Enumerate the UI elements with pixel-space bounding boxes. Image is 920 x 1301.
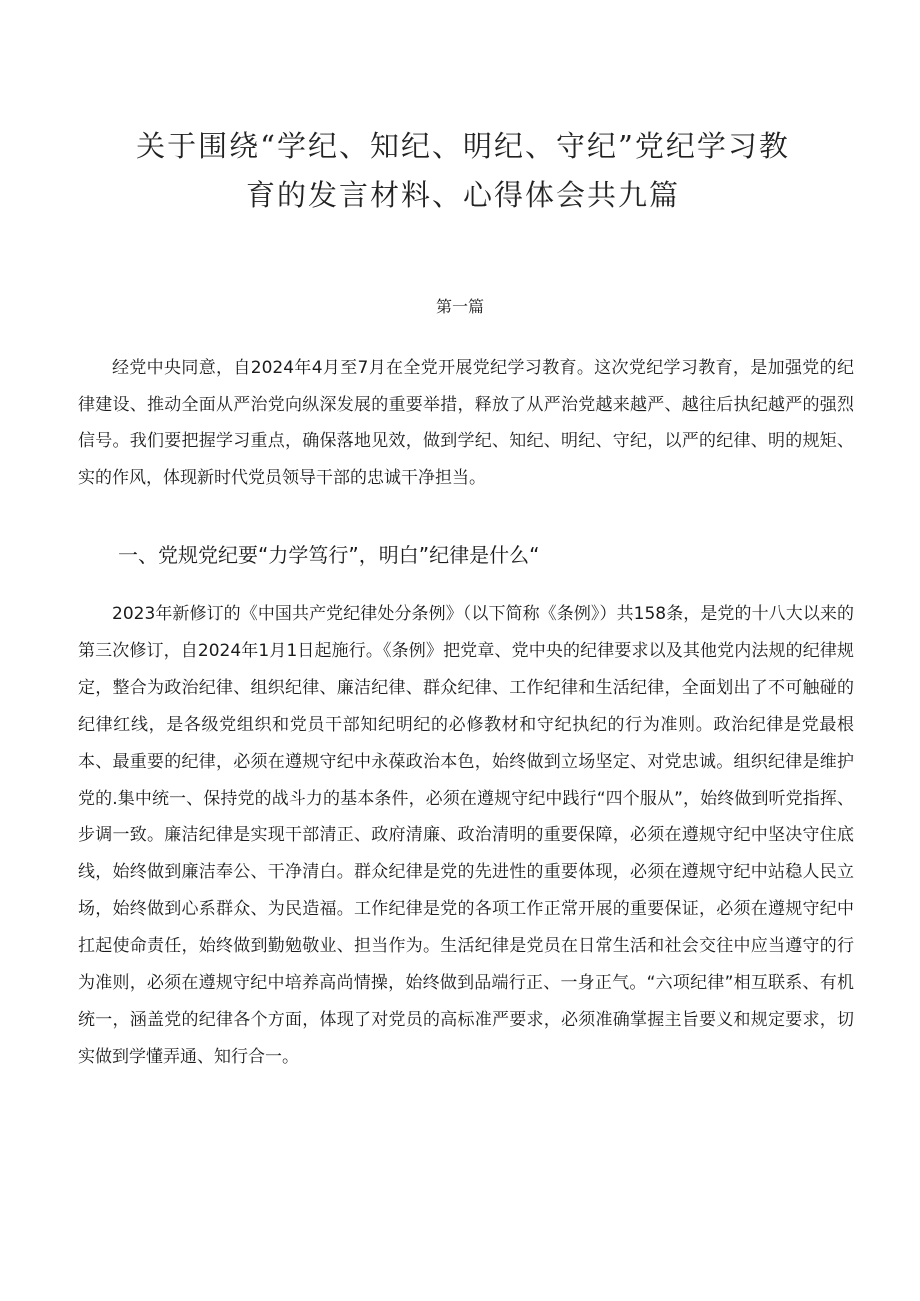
section-heading-1: 一、党规党纪要“力学笃行”，明白”纪律是什么“: [118, 543, 540, 567]
section-label: 第一篇: [435, 297, 484, 316]
body-paragraph-intro: 经党中央同意，自2024年4月至7月在全党开展党纪学习教育。这次党纪学习教育，是加强党的纪律建设、推动全面从严治党向纵深发展的重要举措，释放了从严治党越来越严、越往后执纪越严的强烈信号。我们要把握学习重点，确保落地见效，做到学纪、知纪、明纪、守纪，以严的纪律、明的规矩、实的作风，体现新时代党员领导干部的忠诚干净担当。: [78, 358, 854, 488]
document-title-line-1: 关于围绕“学纪、知纪、明纪、守纪”党纪学习教: [136, 129, 790, 163]
document-title-line-2: 育的发言材料、心得体会共九篇: [245, 178, 680, 212]
body-paragraph-regulations: 2023年新修订的《中国共产党纪律处分条例》（以下简称《条例》）共158条，是党的十八大以来的第三次修订，自2024年1月1日起施行。《条例》把党章、党中央的纪律要求以及其他党内法规的纪律规定，整合为政治纪律、组织纪律、廉洁纪律、群众纪律、工作纪律和生活纪律，全面划出了不可触碰的纪律红线，是各级党组织和党员干部知纪明纪的必修教材和守纪执纪的行为准则。政治纪律是党最根本、最重要的纪律，必须在遵规守纪中永葆政治本色，始终做到立场坚定、对党忠诚。组织纪律是维护党的.集中统一、保持党的战斗力的基本条件，必须在遵规守纪中践行“四个服从”，始终做到听党指挥、步调一致。廉洁纪律是实现干部清正、政府清廉、政治清明的重要保障，必须在遵规守纪中坚决守住底线，始终做到廉洁奉公、干净清白。群众纪律是党的先进性的重要体现，必须在遵规守纪中站稳人民立场，始终做到心系群众、为民造福。工作纪律是党的各项工作正常开展的重要保证，必须在遵规守纪中扛起使命责任，始终做到勤勉敬业、担当作为。生活纪律是党员在日常生活和社会交往中应当遵守的行为准则，必须在遵规守纪中培养高尚情操，始终做到品端行正、一身正气。“六项纪律”相互联系、有机统一，涵盖党的纪律各个方面，体现了对党员的高标准严要求，必须准确掌握主旨要义和规定要求，切实做到学懂弄通、知行合一。: [78, 604, 854, 1067]
document-title: [95, 122, 831, 220]
